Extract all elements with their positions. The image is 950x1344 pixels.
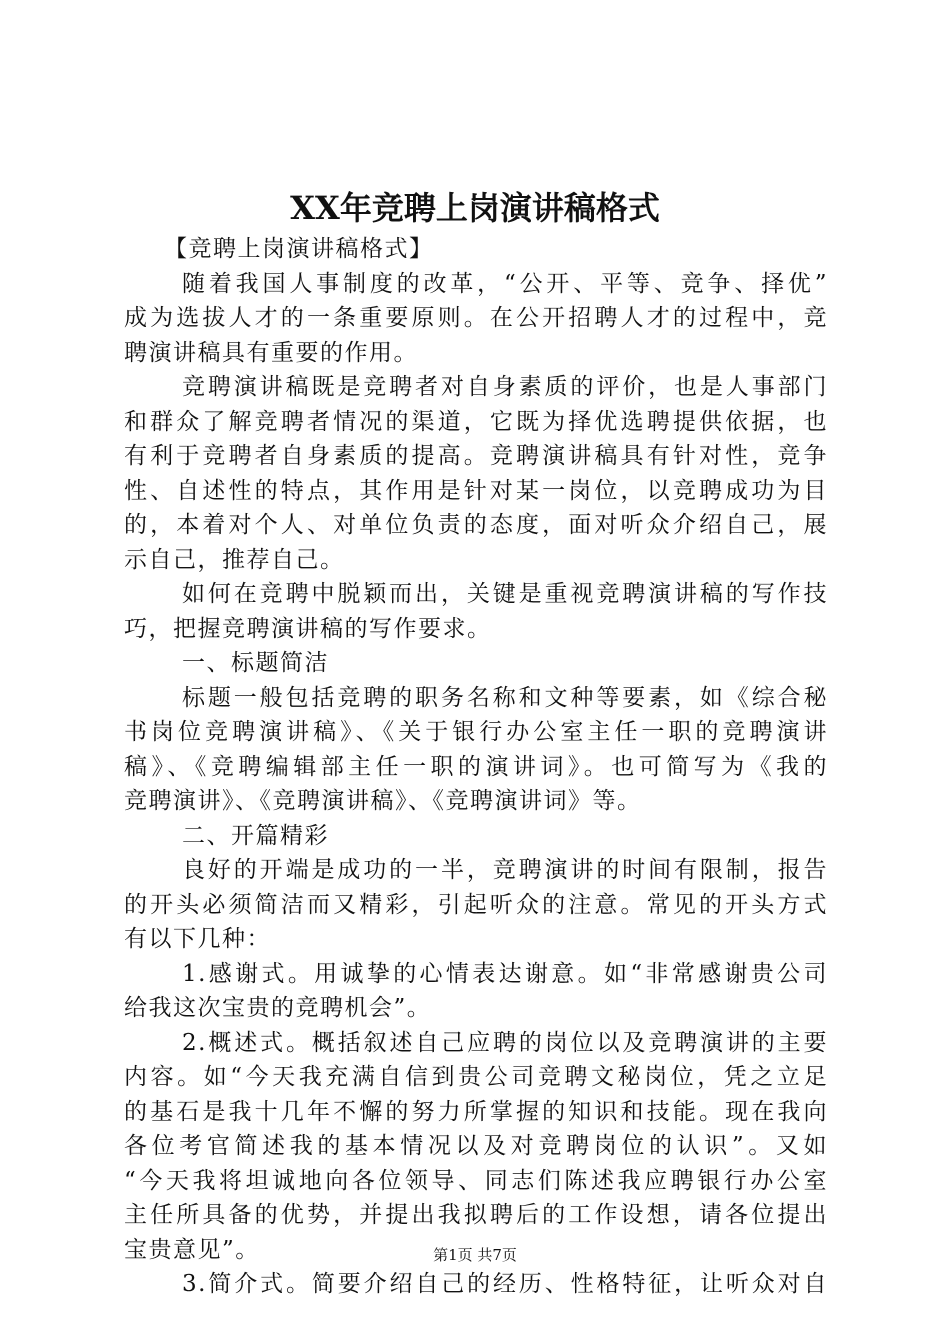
paragraph-line: 主任所具备的优势，并提出我拟聘后的工作设想，请各位提出 <box>124 1202 828 1228</box>
paragraph-line: 书岗位竞聘演讲稿》、《关于银行办公室主任一职的竞聘演讲 <box>124 719 828 745</box>
paragraph-line: 聘演讲稿具有重要的作用。 <box>124 339 418 366</box>
paragraph-line: 给我这次宝贵的竞聘机会”。 <box>124 995 432 1021</box>
paragraph-line: 有利于竞聘者自身素质的提高。竞聘演讲稿具有针对性，竞争 <box>124 443 828 469</box>
paragraph-line: 的开头必须简洁而又精彩，引起听众的注意。常见的开头方式 <box>124 891 828 918</box>
paragraph-line: 巧，把握竞聘演讲稿的写作要求。 <box>124 615 492 642</box>
subheading: 二、开篇精彩 <box>182 822 329 849</box>
paragraph-line: 和群众了解竞聘者情况的渠道，它既为择优选聘提供依据，也 <box>124 408 828 435</box>
paragraph-line: 成为选拔人才的一条重要原则。在公开招聘人才的过程中，竞 <box>124 305 828 331</box>
paragraph-line: 3.简介式。简要介绍自己的经历、性格特征，让听众对自 <box>182 1271 828 1297</box>
paragraph-line: 各位考官简述我的基本情况以及对竞聘岗位的认识”。又如 <box>124 1133 828 1159</box>
section-heading: 【竞聘上岗演讲稿格式】 <box>164 236 434 262</box>
document-body <box>124 232 828 1302</box>
paragraph-line: 如何在竞聘中脱颖而出，关键是重视竞聘演讲稿的写作技 <box>182 581 828 607</box>
paragraph-line: 的，本着对个人、对单位负责的态度，面对听众介绍自己，展 <box>124 512 828 538</box>
paragraph-line: 标题一般包括竞聘的职务名称和文种等要素，如《综合秘 <box>182 684 828 711</box>
paragraph-line: 良好的开端是成功的一半，竞聘演讲的时间有限制，报告 <box>182 857 828 883</box>
paragraph-line: 有以下几种： <box>124 926 271 952</box>
paragraph-line: 稿》、《竞聘编辑部主任一职的演讲词》。也可简写为《我的 <box>124 753 828 780</box>
document-title: XX年竞聘上岗演讲稿格式 <box>290 189 660 227</box>
paragraph-line: 宝贵意见”。 <box>124 1236 260 1263</box>
page-number: 第1页 共7页 <box>433 1246 517 1264</box>
paragraph-line: 的基石是我十几年不懈的努力所掌握的知识和技能。现在我向 <box>124 1098 828 1125</box>
paragraph-line: 性、自述性的特点，其作用是针对某一岗位，以竞聘成功为目 <box>124 477 828 504</box>
paragraph-line: 示自己，推荐自己。 <box>124 546 345 573</box>
paragraph-line: 2.概述式。概括叙述自己应聘的岗位以及竞聘演讲的主要 <box>182 1029 828 1056</box>
paragraph-line: 内容。如“今天我充满自信到贵公司竞聘文秘岗位，凭之立足 <box>124 1064 828 1090</box>
paragraph-line: 竞聘演讲》、《竞聘演讲稿》、《竞聘演讲词》等。 <box>124 788 642 814</box>
paragraph-line: 竞聘演讲稿既是竞聘者对自身素质的评价，也是人事部门 <box>182 374 828 400</box>
paragraph-line: 1.感谢式。用诚挚的心情表达谢意。如“非常感谢贵公司 <box>182 960 828 987</box>
paragraph-line: 随着我国人事制度的改革，“公开、平等、竞争、择优” <box>182 270 828 297</box>
subheading: 一、标题简洁 <box>182 650 329 676</box>
paragraph-line: “今天我将坦诚地向各位领导、同志们陈述我应聘银行办公室 <box>124 1167 828 1194</box>
